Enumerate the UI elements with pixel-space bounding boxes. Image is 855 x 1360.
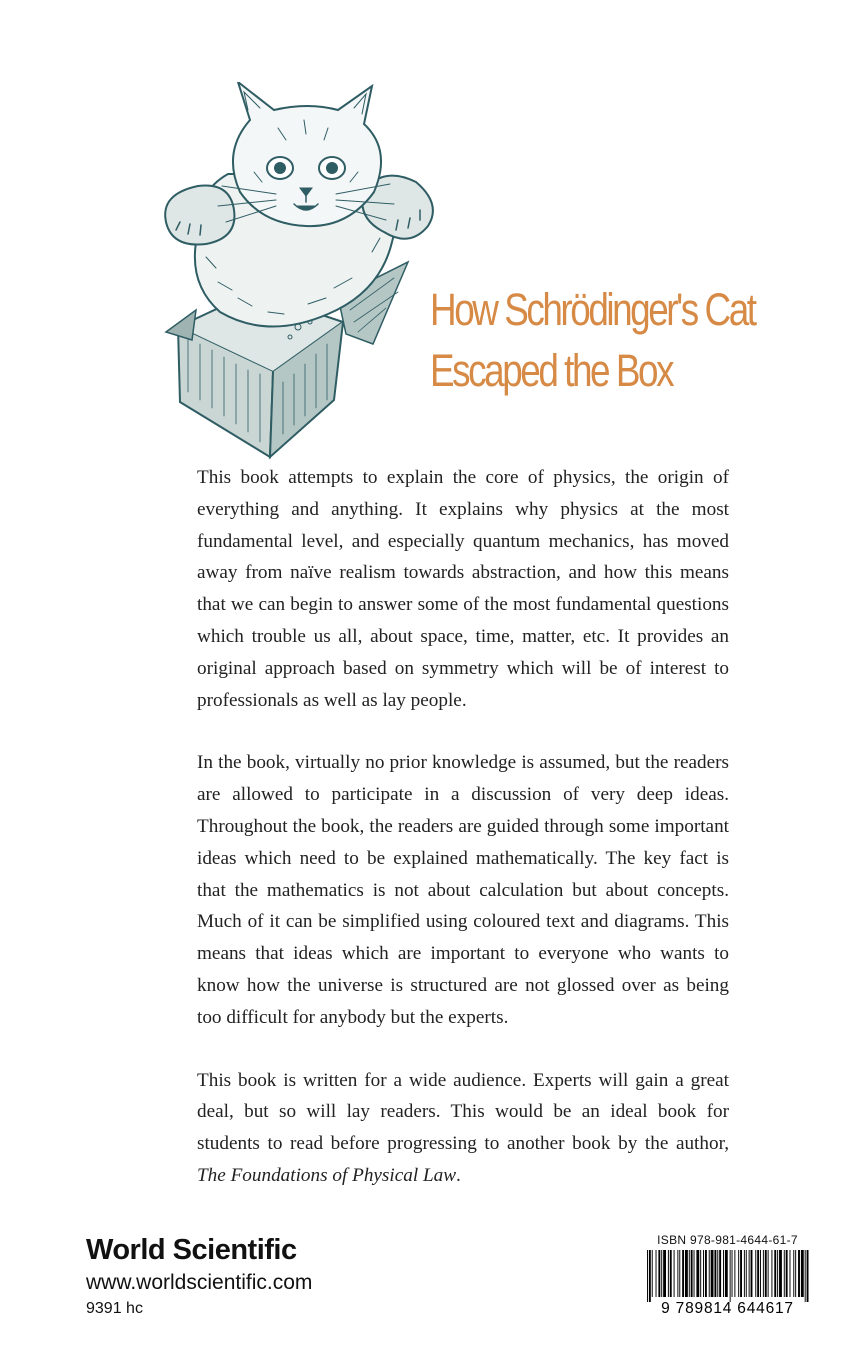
isbn-label: ISBN 978-981-4644-61-7: [657, 1233, 798, 1247]
barcode-bar: [763, 1250, 764, 1297]
barcode-bar: [677, 1250, 678, 1297]
publisher-block: [86, 1232, 312, 1320]
barcode-bar: [705, 1250, 707, 1297]
barcode-bar: [670, 1250, 672, 1297]
barcode-bar: [652, 1250, 653, 1297]
barcode-bar: [656, 1250, 657, 1297]
barcode-bar: [674, 1250, 675, 1297]
barcode-bar: [663, 1250, 666, 1297]
barcode-bar: [801, 1250, 804, 1297]
publisher-url: www.worldscientific.com: [86, 1271, 313, 1294]
barcode-bar: [751, 1250, 753, 1297]
barcode-bar: [790, 1250, 791, 1297]
barcode-bar: [793, 1250, 794, 1297]
barcode-bar: [779, 1250, 782, 1297]
publisher-name: World Scientific: [86, 1234, 297, 1266]
barcode-bar: [717, 1250, 718, 1297]
product-code: 9391 hc: [86, 1300, 143, 1317]
barcode-bar: [685, 1250, 688, 1297]
blurb-paragraph-2: In the book, virtually no prior knowledge is assumed, but the readers are allowed to participate in a discussion of very deep ideas. Throughout the book, the readers are guided through some important ideas which need to be explained mathematically. The key fact is that the mathematics is not about calculation but about concepts. Much of it can be simplified using coloured text and diagrams. This means that ideas which are important to everyone who wants to know how the universe is structured are not glossed over as being too difficult for anybody but the experts.: [197, 752, 729, 1028]
barcode-bar: [647, 1250, 648, 1302]
barcode-bar: [807, 1250, 809, 1302]
barcode-bar: [709, 1250, 710, 1297]
blurb-paragraph-3-end: .: [456, 1164, 461, 1186]
barcode-bar: [679, 1250, 680, 1297]
barcode-bar: [755, 1250, 756, 1297]
barcode-bar: [740, 1250, 742, 1297]
barcode-bar: [746, 1250, 747, 1297]
barcode-digits: 9 789814 644617: [661, 1300, 794, 1316]
barcode-bar: [738, 1250, 739, 1297]
barcode-bar: [798, 1250, 800, 1297]
barcode-bar: [700, 1250, 701, 1297]
barcode-bar: [719, 1250, 721, 1297]
barcode-bar: [691, 1250, 693, 1297]
referenced-book-title: The Foundations of Physical Law: [197, 1164, 457, 1186]
barcode-bar: [696, 1250, 699, 1297]
barcode-bar: [777, 1250, 778, 1297]
blurb-paragraph-3-text: This book is written for a wide audience. Experts will gain a great deal, but so will lay readers. This would be an ideal book for students to read before progressing to another book by the author,: [197, 1069, 729, 1155]
barcode-bar: [682, 1250, 684, 1297]
barcode-bar: [784, 1250, 785, 1297]
barcode-bar: [732, 1250, 733, 1297]
barcode-bar: [771, 1250, 772, 1297]
barcode-bar: [805, 1250, 806, 1302]
book-title: [430, 280, 755, 402]
barcode-bar: [765, 1250, 767, 1297]
barcode-bar: [795, 1250, 796, 1297]
barcode-bar: [786, 1250, 788, 1297]
back-cover-blurb: [197, 462, 729, 1223]
barcode-bar: [689, 1250, 690, 1297]
book-title-line-1: How Schrödinger's Cat: [430, 284, 755, 335]
barcode-bar: [744, 1250, 745, 1297]
barcode-bar: [774, 1250, 776, 1297]
book-title-line-2: Escaped the Box: [430, 344, 673, 396]
cat-in-box-illustration: [158, 82, 446, 462]
blurb-paragraph-3: [197, 1065, 729, 1192]
isbn-barcode-block: [645, 1233, 810, 1316]
barcode-bar: [757, 1250, 759, 1297]
barcode-bar: [703, 1250, 704, 1297]
barcode-bar: [711, 1250, 714, 1297]
barcode-bar: [730, 1250, 731, 1302]
barcode-bar: [658, 1250, 660, 1297]
barcode-bar: [661, 1250, 662, 1297]
barcode-bar: [723, 1250, 724, 1297]
barcode-bar: [768, 1250, 769, 1297]
barcode-bar: [649, 1250, 651, 1302]
barcode-bar: [714, 1250, 716, 1297]
barcode-bar: [725, 1250, 728, 1297]
barcode-bar: [668, 1250, 669, 1297]
barcode-bar: [694, 1250, 695, 1297]
barcode: [645, 1250, 810, 1316]
barcode-bar: [760, 1250, 761, 1297]
barcode-bar: [734, 1250, 735, 1297]
blurb-paragraph-1: This book attempts to explain the core of physics, the origin of everything and anything. It explains why physics at the most fundamental level, and especially quantum mechanics, has moved away from naïve realism towards abstraction, and how this means that we can begin to answer some of the most fundamental questions which trouble us all, about space, time, matter, etc. It provides an original approach based on symmetry which will be of interest to professionals as well as lay people.: [197, 467, 729, 711]
barcode-bar: [749, 1250, 750, 1297]
